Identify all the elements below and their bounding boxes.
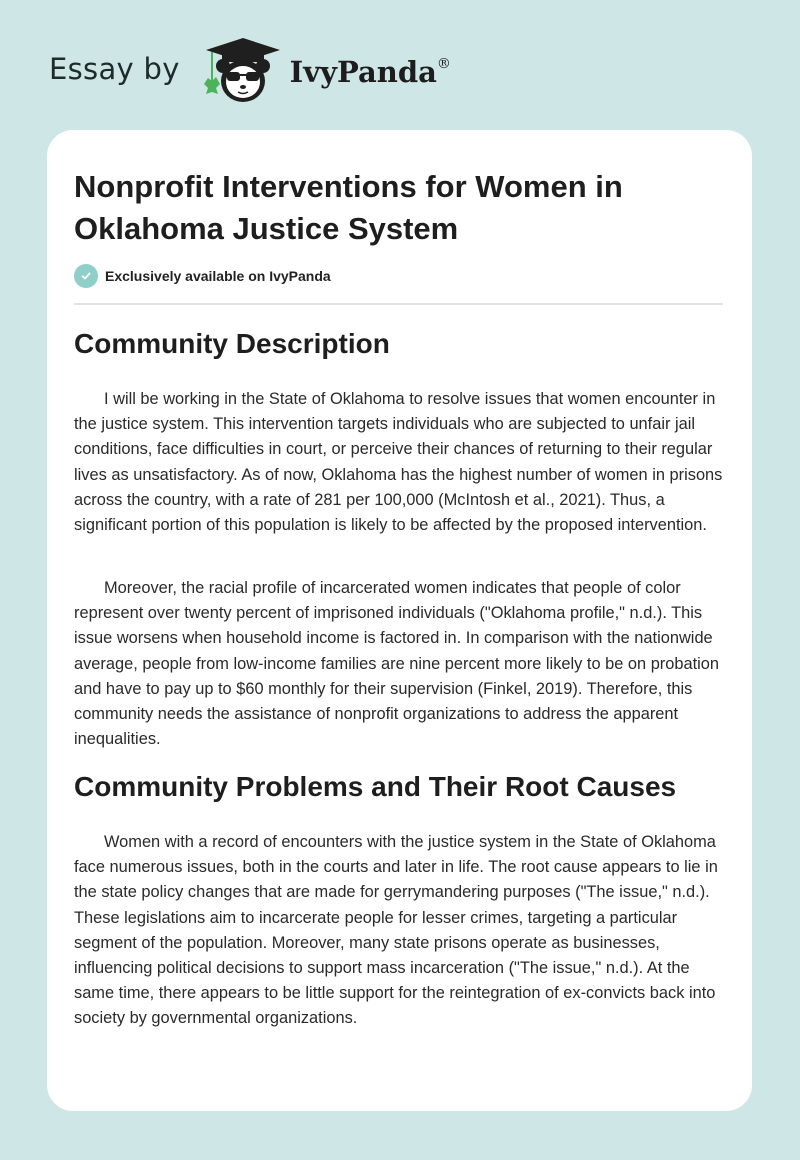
- paragraph: Women with a record of encounters with the justice system in the State of Oklahoma face numerous issues, both in the courts and later in life. The root cause appears to lie in the state policy changes that are made for gerrymandering purposes ("The issue," n.d.). These legislations aim to incarcerate people for lesser crimes, targeting a particular segment of the population. Moreover, many state prisons operate as businesses, influencing political decisions to support mass incarceration ("The issue," n.d.). At the same time, there appears to be little support for the reintegration of ex-convicts back into society by governmental organizations.: [74, 833, 718, 1028]
- check-circle-icon: [74, 264, 98, 288]
- essay-title: Nonprofit Interventions for Women in Oklahoma Justice System: [74, 169, 623, 246]
- paragraph: Moreover, the racial profile of incarcerated women indicates that people of color represent over twenty percent of imprisoned individuals ("Oklahoma profile," n.d.). This issue worsens when household income is factored in. In comparison with the nationwide average, people from low-income families are nine percent more likely to be on probation and have to pay up to $60 monthly for their supervision (Finkel, 2019). Therefore, this community needs the assistance of nonprofit organizations to address the apparent inequalities.: [74, 579, 720, 749]
- section-heading-community-problems: Community Problems and Their Root Causes: [74, 771, 677, 802]
- exclusive-badge-text: Exclusively available on IvyPanda: [105, 268, 331, 284]
- title-divider: [74, 303, 723, 305]
- section-heading-community-description: Community Description: [74, 328, 390, 359]
- panda-logo-icon[interactable]: [198, 34, 284, 106]
- essay-card: [47, 130, 752, 1111]
- brand-name[interactable]: IvyPanda®: [289, 55, 451, 89]
- essay-by-label: Essay by: [49, 52, 180, 86]
- paragraph: I will be working in the State of Oklahoma to resolve issues that women encounter in the justice system. This intervention targets individuals who are subjected to unfair jail conditions, face difficulties in court, or perceive their chances of returning to their regular lives as unsatisfactory. As of now, Oklahoma has the highest number of women in prisons across the country, with a rate of 281 per 100,000 (McIntosh et al., 2021). Thus, a significant portion of this population is likely to be affected by the proposed intervention.: [74, 390, 723, 535]
- site-header: [49, 34, 451, 106]
- registered-mark: ®: [436, 56, 451, 72]
- exclusive-badge: [74, 264, 331, 288]
